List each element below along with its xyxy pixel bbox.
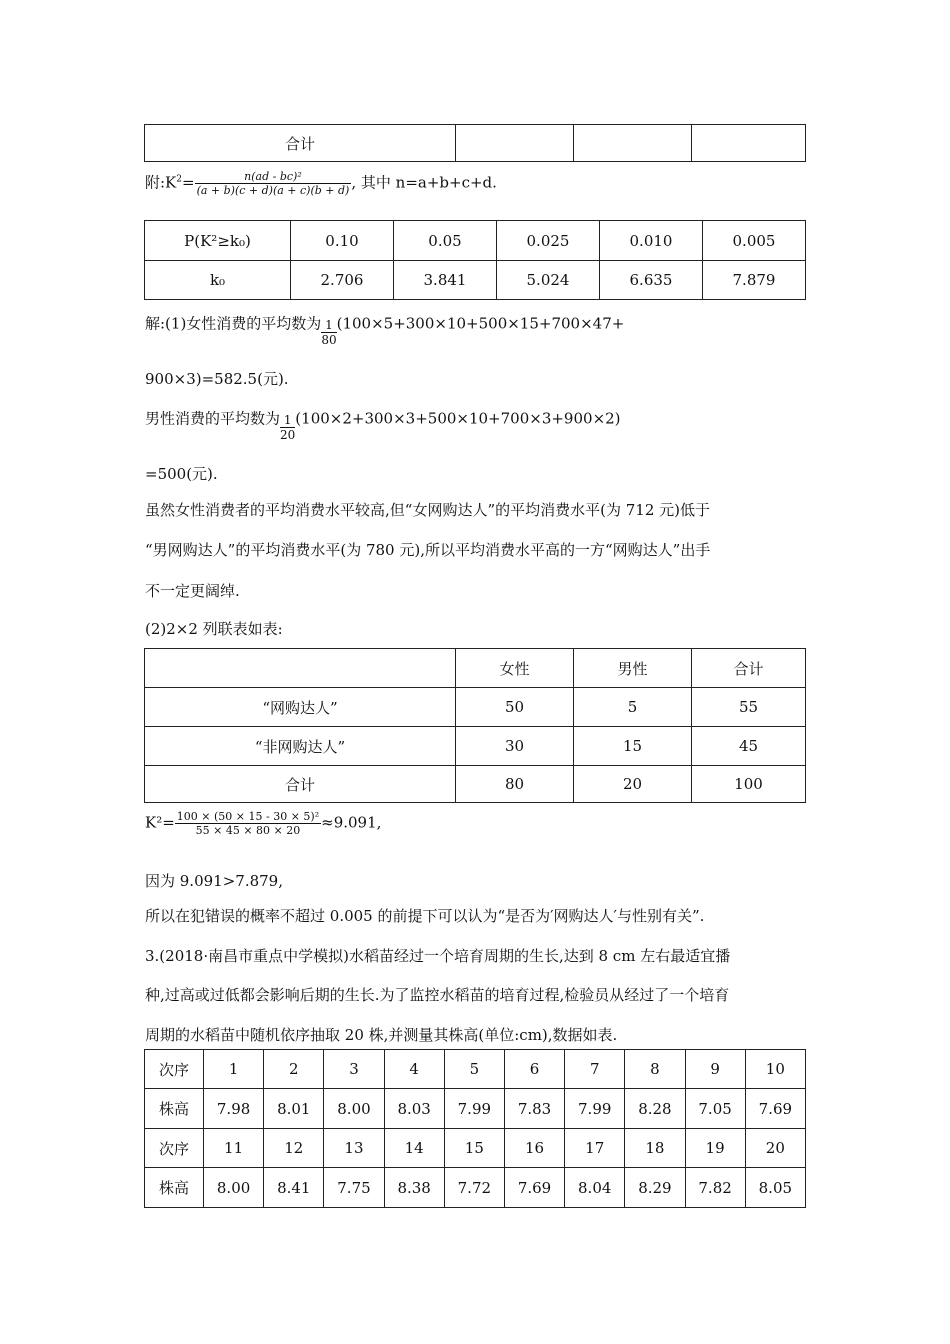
formula-suffix: , 其中 n=a+b+c+d. <box>351 173 497 192</box>
ct-cell: 30 <box>456 727 574 766</box>
ct-row-label: “网购达人” <box>145 688 456 727</box>
ht-cell: 16 <box>504 1129 564 1168</box>
problem-3-line: 种,过高或过低都会影响后期的生长.为了监控水稻苗的培育过程,检验员从经过了一个培育 <box>145 986 730 1004</box>
k2-numerator: 100 × (50 × 15 - 30 × 5)² <box>176 810 320 823</box>
ct-row-label: 合计 <box>145 766 456 803</box>
p-value-cell: 0.10 <box>291 221 394 261</box>
solution-line-4: =500(元). <box>145 465 218 483</box>
ct-cell: 100 <box>692 766 806 803</box>
ht-cell: 8.38 <box>384 1168 444 1208</box>
ht-cell: 8.28 <box>625 1089 685 1129</box>
k-value-cell: 5.024 <box>497 261 600 300</box>
ht-cell: 7.75 <box>324 1168 384 1208</box>
ht-cell: 8.04 <box>565 1168 625 1208</box>
ht-cell: 8.00 <box>324 1089 384 1129</box>
k2-calc-fraction <box>175 810 321 837</box>
ht-cell: 7.05 <box>685 1089 745 1129</box>
ht-cell: 8.01 <box>264 1089 324 1129</box>
p-value-cell: 0.010 <box>600 221 703 261</box>
problem-3-line: 3.(2018·南昌市重点中学模拟)水稻苗经过一个培育周期的生长,达到 8 cm 左右最适宜播 <box>145 947 731 965</box>
k0-label: k₀ <box>145 261 291 300</box>
ht-cell: 17 <box>565 1129 625 1168</box>
top-table-cell <box>574 125 692 162</box>
ct-cell: 50 <box>456 688 574 727</box>
top-table-cell <box>456 125 574 162</box>
ht-cell: 8.00 <box>204 1168 264 1208</box>
ht-cell: 7 <box>565 1050 625 1089</box>
paragraph-line: “男网购达人”的平均消费水平(为 780 元),所以平均消费水平高的一方“网购达人”出手 <box>145 541 711 559</box>
k-value-cell: 2.706 <box>291 261 394 300</box>
probability-table <box>144 220 806 300</box>
fraction-1-20: $\frac{1}{20}$ <box>280 413 296 442</box>
fraction-1-80: $\frac{1}{80}$ <box>321 318 337 347</box>
ht-cell: 5 <box>444 1050 504 1089</box>
ht-cell: 10 <box>745 1050 805 1089</box>
ht-cell: 7.69 <box>745 1089 805 1129</box>
solution-line-2: 900×3)=582.5(元). <box>145 370 289 388</box>
problem-3-line: 周期的水稻苗中随机依序抽取 20 株,并测量其株高(单位:cm),数据如表. <box>145 1026 618 1044</box>
ct-row-label: “非网购达人” <box>145 727 456 766</box>
k-value-cell: 3.841 <box>394 261 497 300</box>
k2-formula-fraction <box>195 170 352 197</box>
height-table <box>144 1049 806 1208</box>
ht-label: 次序 <box>145 1129 204 1168</box>
p-value-cell: 0.005 <box>703 221 806 261</box>
ht-cell: 7.99 <box>444 1089 504 1129</box>
paragraph-line: 虽然女性消费者的平均消费水平较高,但“女网购达人”的平均消费水平(为 712 元)低于 <box>145 501 710 519</box>
ht-cell: 8.05 <box>745 1168 805 1208</box>
ht-cell: 7.99 <box>565 1089 625 1129</box>
ct-cell: 80 <box>456 766 574 803</box>
ht-cell: 6 <box>504 1050 564 1089</box>
ht-cell: 11 <box>204 1129 264 1168</box>
ht-cell: 7.83 <box>504 1089 564 1129</box>
k2-result: ≈9.091, <box>321 813 382 832</box>
conclusion-line: 所以在犯错误的概率不超过 0.005 的前提下可以认为“是否为′网购达人′与性别有关”. <box>145 907 705 925</box>
top-table-label: 合计 <box>145 125 456 162</box>
k-value-cell: 6.635 <box>600 261 703 300</box>
ht-cell: 1 <box>204 1050 264 1089</box>
k2-calculation: K²= $\frac{\text{100 × (50 × 15 - 30 × 5)²}}{55 \times 45 \times 80 \times 20}$ ≈9.091, <box>145 810 382 837</box>
top-table <box>144 124 806 162</box>
ht-label: 次序 <box>145 1050 204 1089</box>
k2-denominator: 55 × 45 × 80 × 20 <box>175 823 321 837</box>
ht-cell: 7.82 <box>685 1168 745 1208</box>
ct-cell: 55 <box>692 688 806 727</box>
ht-cell: 8.03 <box>384 1089 444 1129</box>
ht-cell: 8.29 <box>625 1168 685 1208</box>
p-value-cell: 0.025 <box>497 221 600 261</box>
ht-cell: 4 <box>384 1050 444 1089</box>
ht-cell: 2 <box>264 1050 324 1089</box>
ht-cell: 12 <box>264 1129 324 1168</box>
ct-cell: 5 <box>574 688 692 727</box>
formula-denominator: (a + b)(c + d)(a + c)(b + d) <box>196 184 350 197</box>
ct-header-cell: 男性 <box>574 649 692 688</box>
p-value-cell: 0.05 <box>394 221 497 261</box>
ht-cell: 15 <box>444 1129 504 1168</box>
paragraph-line: 不一定更阔绰. <box>145 582 240 600</box>
solution-line-3: 男性消费的平均数为 $\frac{1}{20}$ (100×2+300×3+500×10+700×3+900×2) <box>145 409 621 442</box>
formula-numerator: n(ad - bc)² <box>244 170 302 183</box>
ht-cell: 8 <box>625 1050 685 1089</box>
ct-header-cell: 合计 <box>692 649 806 688</box>
ht-cell: 7.72 <box>444 1168 504 1208</box>
ht-cell: 7.98 <box>204 1089 264 1129</box>
prob-header-label: P(K²≥k₀) <box>145 221 291 261</box>
k-value-cell: 7.879 <box>703 261 806 300</box>
conclusion-line: 因为 9.091>7.879, <box>145 872 283 890</box>
ht-cell: 7.69 <box>504 1168 564 1208</box>
ct-cell: 15 <box>574 727 692 766</box>
contingency-table <box>144 648 806 803</box>
ct-cell: 45 <box>692 727 806 766</box>
solution-line-1: 解:(1)女性消费的平均数为 $\frac{1}{80}$ (100×5+300×10+500×15+700×47+ <box>145 314 625 347</box>
ct-header-cell <box>145 649 456 688</box>
top-table-cell <box>692 125 806 162</box>
part-2-heading: (2)2×2 列联表如表: <box>145 620 283 638</box>
ht-cell: 20 <box>745 1129 805 1168</box>
ht-cell: 3 <box>324 1050 384 1089</box>
formula-note: 附$:K^2=$ $\frac{\text{n(ad - bc)²}}{(a + b)(c + d)(a + c)(b + d)}$ , 其中 n=a+b+c+d. <box>145 170 497 197</box>
ht-cell: 14 <box>384 1129 444 1168</box>
ht-cell: 18 <box>625 1129 685 1168</box>
ht-cell: 9 <box>685 1050 745 1089</box>
ht-label: 株高 <box>145 1168 204 1208</box>
ct-header-cell: 女性 <box>456 649 574 688</box>
ht-cell: 8.41 <box>264 1168 324 1208</box>
ht-cell: 13 <box>324 1129 384 1168</box>
ht-label: 株高 <box>145 1089 204 1129</box>
ct-cell: 20 <box>574 766 692 803</box>
ht-cell: 19 <box>685 1129 745 1168</box>
